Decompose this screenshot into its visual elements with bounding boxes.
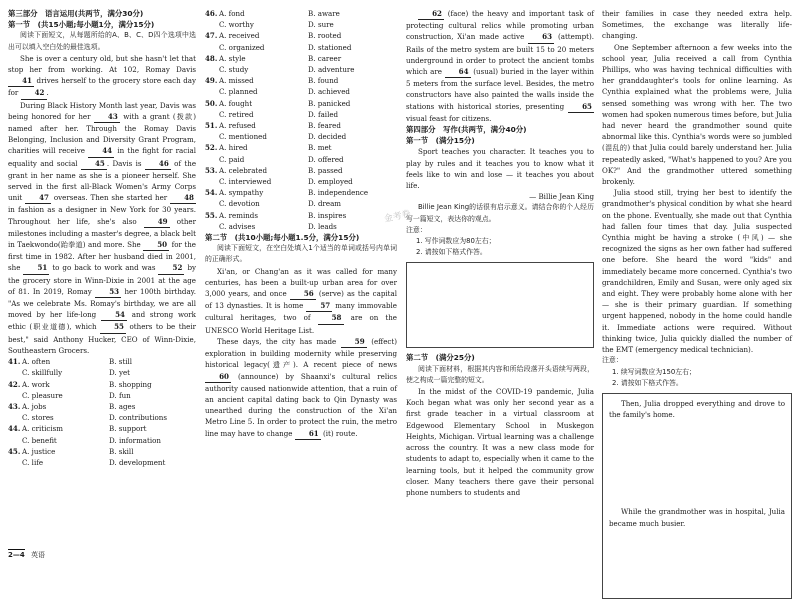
section-heading: 第四部分 写作(共两节，满分40分) bbox=[406, 125, 527, 135]
blank-50[interactable]: 50 bbox=[143, 239, 169, 251]
option-b[interactable]: B. career bbox=[308, 53, 342, 63]
option-row bbox=[8, 423, 196, 434]
option-row bbox=[205, 154, 397, 165]
option-a[interactable]: A. justice bbox=[22, 446, 56, 456]
blank-47[interactable]: 47 bbox=[25, 192, 51, 204]
story-paragraph: their families in case they needed extra help. Sometimes, the exchange was literally life-changing. bbox=[602, 9, 792, 41]
question-number: 45. bbox=[8, 446, 21, 456]
blank-60[interactable]: 60 bbox=[205, 371, 231, 383]
option-row bbox=[205, 86, 397, 97]
option-b[interactable]: B. found bbox=[308, 76, 339, 86]
story-paragraph: One September afternoon a few weeks into the school year, Julia received a call from Cynthia Phillips, who was having technical difficulties with her granddaughter's tools for online learning. As Cynthia explained what the problems were, Julia sensed something was wrong with her. The two women had spoken numerous times before, but Julia had never heard the grandmother sound quite abnormal like this. Cynthia's words were so jumbled (混乱的) that Julia could barely understand her. Julia repeatedly asked, "What's happened to you? Are you OK?" And the grandmother uttered something brokenly. bbox=[602, 42, 792, 187]
option-d[interactable]: D. achieved bbox=[308, 87, 350, 97]
blank-48[interactable]: 48 bbox=[170, 192, 196, 204]
option-row bbox=[205, 53, 397, 64]
option-row bbox=[8, 457, 196, 468]
option-c[interactable]: C. pleasure bbox=[22, 390, 63, 400]
option-row bbox=[205, 64, 397, 75]
notes-label: 注意： bbox=[602, 356, 623, 365]
passage-paragraph: She is over a century old, but she hasn't let that stop her from working. At 102, Romay Davis 41 drives herself to the grocery store each day for 42 . bbox=[8, 53, 196, 100]
question-number: 41. bbox=[8, 357, 21, 367]
blank-53[interactable]: 53 bbox=[95, 286, 121, 298]
blank-45[interactable]: 45 bbox=[81, 158, 107, 170]
option-row bbox=[8, 435, 196, 446]
option-c[interactable]: C. interviewed bbox=[219, 177, 272, 187]
blank-57[interactable]: 57 bbox=[306, 300, 332, 312]
option-row bbox=[8, 356, 196, 367]
blank-44[interactable]: 44 bbox=[88, 145, 114, 157]
option-row bbox=[205, 120, 397, 131]
option-b[interactable]: B. feared bbox=[308, 121, 341, 131]
instruction: 阅读下面短文，从每题所给的A、B、C、D四个选项中选出可以填入空白处的最佳选项。 bbox=[8, 31, 196, 51]
blank-65[interactable]: 65 bbox=[568, 101, 594, 113]
blank-62[interactable]: 62 bbox=[418, 8, 444, 20]
option-d[interactable]: D. leads bbox=[308, 221, 337, 231]
option-row bbox=[205, 187, 397, 198]
option-row bbox=[8, 446, 196, 457]
passage-paragraph: Xi'an, or Chang'an as it was called for many centuries, has been a built-up urban area for over 3,000 years, and once 56 (serve) as the capital of 13 dynasties. It is home 57 many immovable cultural heritages, two of 58 are on the UNESCO World Heritage List. bbox=[205, 266, 397, 335]
option-row bbox=[205, 19, 397, 30]
option-b[interactable]: B. panicked bbox=[308, 98, 351, 108]
sub-heading: 第二节 (满分25分) bbox=[406, 353, 475, 363]
option-c[interactable]: C. organized bbox=[219, 42, 265, 52]
blank-41[interactable]: 41 bbox=[8, 75, 34, 87]
option-c[interactable]: C. life bbox=[22, 457, 44, 467]
option-row bbox=[205, 131, 397, 142]
option-d[interactable]: D. decided bbox=[308, 132, 347, 142]
option-c[interactable]: C. stores bbox=[22, 413, 54, 423]
passage-paragraph: 62 (face) the heavy and important task of protecting cultural relics while promoting urban construction, Xi'an made active 63 (attempt). Rails of the metro system are built 15 to 20 meters underground in order to protect the ancient tombs which are 64 (usual) buried in the layer within 5 meters from the surface level. Besides, the metro constructors have also painted the walls inside the stations with historical stories, presenting 65 visual feast for citizens. bbox=[406, 9, 595, 123]
option-a[interactable]: A. refused bbox=[219, 121, 256, 131]
question-number: 52. bbox=[205, 143, 218, 153]
option-a[interactable]: A. fought bbox=[219, 98, 253, 108]
question-number: 42. bbox=[8, 379, 21, 389]
option-d[interactable]: D. adventure bbox=[308, 65, 355, 75]
option-row bbox=[8, 390, 196, 401]
question-number: 43. bbox=[8, 401, 21, 411]
sub-heading: 第二节 (共10小题;每小题1.5分，满分15分) bbox=[205, 233, 360, 243]
blank-49[interactable]: 49 bbox=[144, 216, 170, 228]
blank-64[interactable]: 64 bbox=[445, 66, 471, 78]
option-a[interactable]: A. jobs bbox=[22, 401, 47, 411]
continuation-answer-box[interactable] bbox=[602, 393, 792, 599]
option-b[interactable]: B. support bbox=[109, 424, 147, 434]
option-a[interactable]: A. fond bbox=[219, 9, 245, 18]
option-a[interactable]: A. received bbox=[219, 31, 260, 41]
option-row bbox=[8, 367, 196, 378]
option-row bbox=[205, 8, 397, 19]
note: 2. 请按如下格式作答。 bbox=[416, 248, 487, 257]
passage-paragraph: During Black History Month last year, Davis was being honored for her 43 with a grant (拨款) named after her. Through the Romay Davis Belonging, Inclusion and Diversity Grant Program, charities will receive 44 in the fight for racial equality and social 45 . Davis is 46 of the grant in her name as she is a pioneer herself. She served in the first all-Black Women's Army Corps unit 47 overseas. Then she started her 48 in fashion as a designer in New York for 30 years. Throughout her life, she's also 49 other milestones including a master's degree, a black belt in Taekwondo(跆拳道) and more. She 50 for the first time in 1982. After her husband died in 2001, she 51 to go back to work and was 52 by the grocery store in Winn-Dixie in 2001 at the age of 81. In 2019, Romay 53 her 100th birthday. "As we celebrate Ms. Romay's birthday, we are all moved by her life-long 54 and strong work ethic (职业道德), which 55 others to be their best," said Anthony Hucker, CEO of Winn-Dixie, Southeastern Grocers. bbox=[8, 100, 197, 355]
note: 2. 请按如下格式作答。 bbox=[612, 378, 683, 387]
option-row bbox=[205, 221, 397, 232]
instruction: 阅读下面材料，根据其内容和所给段落开头语续写两段，使之构成一篇完整的短文。 bbox=[406, 364, 594, 384]
option-b[interactable]: B. skill bbox=[109, 446, 134, 456]
option-b[interactable]: B. independence bbox=[308, 188, 369, 198]
sub-heading: 第一节 (共15小题;每小题1分，满分15分) bbox=[8, 20, 155, 30]
option-row bbox=[205, 109, 397, 120]
question-number: 44. bbox=[8, 424, 21, 434]
option-c[interactable]: C. skillfully bbox=[22, 368, 63, 378]
option-list bbox=[8, 356, 196, 468]
instruction: 阅读下面短文，在空白处填入1个适当的单词或括号内单词的正确形式。 bbox=[205, 244, 397, 264]
question-number: 53. bbox=[205, 165, 218, 175]
column-1 bbox=[8, 8, 196, 468]
blank-54[interactable]: 54 bbox=[101, 309, 127, 321]
page-footer bbox=[8, 550, 45, 560]
subject-label: 英语 bbox=[30, 551, 45, 559]
option-d[interactable]: D. failed bbox=[308, 109, 339, 119]
quote: Sport teaches you character. It teaches you to play by rules and it teaches you to know what it feels like to win and lose — it teaches you about life. bbox=[406, 147, 594, 191]
quote-author: — Billie Jean King bbox=[529, 192, 594, 202]
option-a[interactable]: A. celebrated bbox=[219, 165, 268, 175]
question-number: 51. bbox=[205, 121, 218, 131]
notes-label: 注意： bbox=[406, 225, 427, 234]
section-heading: 第三部分 语言运用(共两节，满分30分) bbox=[8, 9, 144, 18]
writing-task: Billie Jean King的话很有启示意义。请结合你的个人经历写一篇短文，表达你的观点。 bbox=[406, 203, 594, 223]
question-number: 50. bbox=[205, 98, 218, 108]
option-c[interactable]: C. retired bbox=[219, 109, 254, 119]
question-number: 47. bbox=[205, 31, 218, 41]
option-row bbox=[8, 401, 196, 412]
option-c[interactable]: C. worthy bbox=[219, 20, 254, 30]
option-a[interactable]: A. missed bbox=[219, 76, 254, 86]
question-number: 55. bbox=[205, 210, 218, 220]
option-b[interactable]: B. rooted bbox=[308, 31, 342, 41]
question-number: 54. bbox=[205, 188, 218, 198]
option-d[interactable]: D. dream bbox=[308, 199, 342, 209]
blank-56[interactable]: 56 bbox=[290, 288, 316, 300]
blank-52[interactable]: 52 bbox=[158, 262, 184, 274]
answer-box[interactable] bbox=[406, 262, 594, 348]
watermark-stamp: 金考卷 bbox=[383, 209, 412, 225]
blank-43[interactable]: 43 bbox=[94, 111, 120, 123]
option-d[interactable]: D. development bbox=[109, 457, 166, 467]
option-row bbox=[205, 30, 397, 41]
paragraph-opening: Then, Julia dropped everything and drove to the family's home. bbox=[609, 398, 785, 420]
story-paragraph: In the midst of the COVID-19 pandemic, Julia Koch began what was only her second year as a first grade teacher in a virtual classroom at Edgewood Elementary School in Muskegon Heights, Michigan. Virtual learning was a challenge across the country. It was a new class mode for students to adapt to, especially when it came to the learning tools, but it helped the community grow closer. Many teachers there gave their personal phone numbers to students and bbox=[406, 387, 594, 497]
blank-59[interactable]: 59 bbox=[341, 336, 367, 348]
blank-58[interactable]: 58 bbox=[318, 312, 344, 324]
blank-61[interactable]: 61 bbox=[295, 428, 321, 440]
paragraph-opening: While the grandmother was in hospital, Julia became much busier. bbox=[609, 507, 785, 528]
page-number: 2—4 bbox=[8, 551, 25, 559]
column-3 bbox=[406, 8, 594, 498]
option-list bbox=[205, 8, 397, 232]
option-a[interactable]: A. sympathy bbox=[219, 188, 264, 198]
blank-42[interactable]: 42 bbox=[21, 87, 47, 99]
option-d[interactable]: D. yet bbox=[109, 368, 131, 378]
option-b[interactable]: B. aware bbox=[308, 9, 340, 18]
option-a[interactable]: A. work bbox=[22, 379, 50, 389]
option-a[interactable]: A. criticism bbox=[22, 424, 63, 434]
option-c[interactable]: C. paid bbox=[219, 154, 245, 164]
option-d[interactable]: D. contributions bbox=[109, 413, 167, 423]
question-number: 49. bbox=[205, 76, 218, 86]
question-number: 46. bbox=[205, 9, 218, 18]
option-b[interactable]: B. met bbox=[308, 143, 332, 153]
note: 1. 续写词数应为150左右； bbox=[612, 367, 696, 376]
option-row bbox=[205, 98, 397, 109]
note: 1. 写作词数应为80左右； bbox=[416, 237, 496, 246]
story-paragraph: Julia stood still, trying her best to identify the grandmother's physical condition by what she heard on the phone. Eventually, she made out that Cynthia had fallen four times that day. Julia suspected Cynthia might be having a stroke (中风) — she recognized the signs as her own father had suffered one before. She heard the word "kids" and immediately became more concerned. Cynthia's two grandchildren, Emily and Susan, were only aged six and eight. They were probably home alone with her — she is their primary guardian. If something urgent happened, nobody in the home could handle it. Immediate actions were required. Without thinking twice, Julia quickly dialled the number of the EMT (emergency medical technician). bbox=[602, 188, 792, 355]
option-a[interactable]: A. hired bbox=[219, 143, 248, 153]
option-d[interactable]: D. employed bbox=[308, 177, 353, 187]
question-number: 48. bbox=[205, 53, 218, 63]
option-c[interactable]: C. devotion bbox=[219, 199, 260, 209]
column-2 bbox=[205, 8, 397, 440]
blank-63[interactable]: 63 bbox=[528, 31, 554, 43]
option-d[interactable]: D. stationed bbox=[308, 42, 352, 52]
option-row bbox=[205, 198, 397, 209]
option-a[interactable]: A. style bbox=[219, 53, 246, 63]
option-c[interactable]: C. mentioned bbox=[219, 132, 267, 142]
option-b[interactable]: B. still bbox=[109, 357, 133, 367]
column-4 bbox=[602, 8, 792, 599]
passage-paragraph: These days, the city has made 59 (effect) exploration in building modernity while preserving historical legacy(遗产). A recent piece of news 60 (announce) by Shaanxi's cultural relics authority caused nationwide attention, that a ruin of an ancient capital dating back to Qin Dynasty was unearthed during the construction of the Xi'an Metro Line 5. In order to protect the ruin, the metro line may have to change 61 (it) route. bbox=[205, 336, 397, 440]
option-d[interactable]: D. fun bbox=[109, 390, 131, 400]
option-row bbox=[205, 142, 397, 153]
option-a[interactable]: A. reminds bbox=[219, 210, 258, 220]
blank-55[interactable]: 55 bbox=[100, 321, 126, 333]
option-c[interactable]: C. study bbox=[219, 65, 249, 75]
option-row bbox=[8, 412, 196, 423]
option-b[interactable]: B. passed bbox=[308, 165, 343, 175]
blank-46[interactable]: 46 bbox=[145, 158, 171, 170]
option-row bbox=[8, 379, 196, 390]
option-row bbox=[205, 42, 397, 53]
option-a[interactable]: A. often bbox=[22, 357, 51, 367]
option-row bbox=[205, 176, 397, 187]
blank-51[interactable]: 51 bbox=[23, 262, 49, 274]
option-c[interactable]: C. benefit bbox=[22, 435, 57, 445]
option-row bbox=[205, 165, 397, 176]
option-b[interactable]: B. inspires bbox=[308, 210, 347, 220]
option-b[interactable]: B. ages bbox=[109, 401, 136, 411]
option-c[interactable]: C. advises bbox=[219, 221, 256, 231]
option-row bbox=[205, 210, 397, 221]
sub-heading: 第一节 (满分15分) bbox=[406, 136, 475, 146]
option-d[interactable]: D. information bbox=[109, 435, 161, 445]
option-b[interactable]: B. shopping bbox=[109, 379, 152, 389]
option-c[interactable]: C. planned bbox=[219, 87, 258, 97]
option-d[interactable]: D. sure bbox=[308, 20, 334, 30]
option-row bbox=[205, 75, 397, 86]
option-d[interactable]: D. offered bbox=[308, 154, 344, 164]
